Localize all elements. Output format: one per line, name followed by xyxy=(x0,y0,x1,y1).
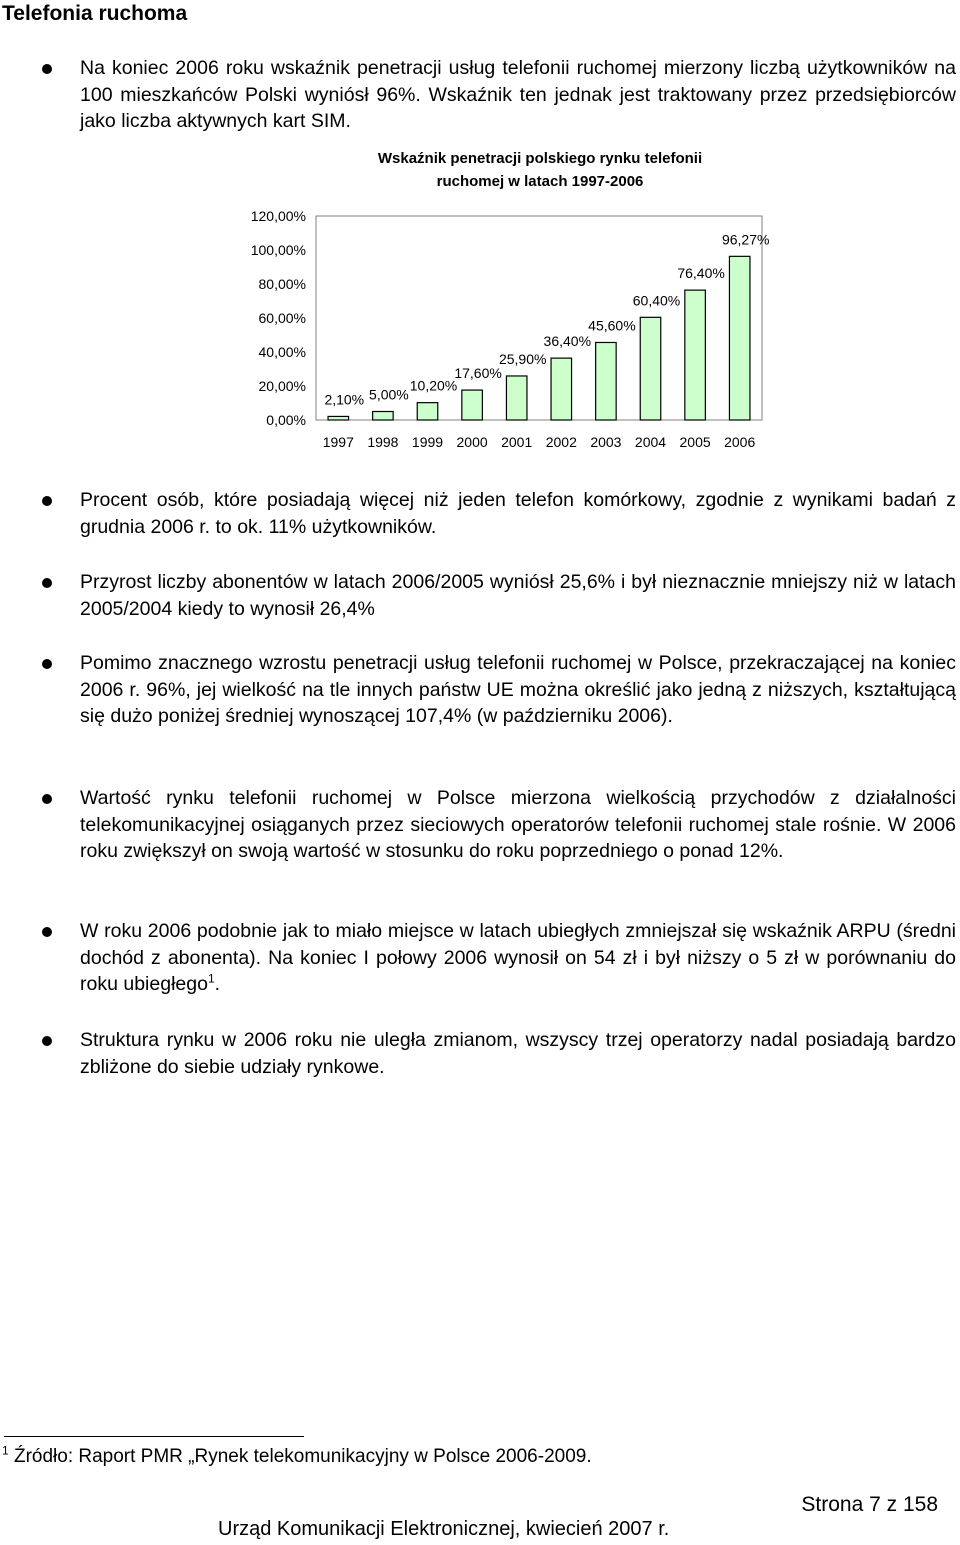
x-tick-label: 2006 xyxy=(724,434,756,450)
bullet-item xyxy=(20,487,956,540)
penetration-chart xyxy=(230,140,790,460)
bullet-text: Wartość rynku telefonii ruchomej w Polsce mierzona wielkością przychodów z działalności telekomunikacyjnej osiąganych przez sieciowych operatorów telefonii ruchomej stale rośnie. W 2006 roku zwiększył on swoją wartość w stosunku do roku poprzedniego o ponad 12%. xyxy=(80,787,956,862)
bar xyxy=(506,376,527,420)
x-tick-label: 1997 xyxy=(322,434,354,450)
bullet-item xyxy=(20,650,956,730)
page-footer: Urząd Komunikacji Elektronicznej, kwiecień 2007 r. xyxy=(218,1518,670,1540)
y-tick-label: 80,00% xyxy=(258,276,306,292)
bullet-text: Procent osób, które posiadają więcej niż jeden telefon komórkowy, zgodnie z wynikami badań z grudnia 2006 r. to ok. 11% użytkowników. xyxy=(80,489,956,538)
bullet-text: Pomimo znacznego wzrostu penetracji usług telefonii ruchomej w Polsce, przekraczającej na koniec 2006 r. 96%, jej wielkość na tle innych państw UE można określić jako jedną z niższych, kształtującą się dużo poniżej średniej wynoszącej 107,4% (w październiku 2006). xyxy=(80,652,956,727)
bar xyxy=(328,416,349,420)
bullet-icon xyxy=(42,64,52,74)
bullet-item xyxy=(20,1027,956,1080)
bullet-item xyxy=(20,569,956,622)
x-tick-label: 2001 xyxy=(501,434,533,450)
bar xyxy=(729,256,750,420)
bullet-item xyxy=(20,55,956,135)
bar xyxy=(640,317,661,420)
y-tick-label: 0,00% xyxy=(266,412,306,428)
bullet-icon xyxy=(42,794,52,804)
bullet-item xyxy=(20,785,956,865)
bar xyxy=(596,342,617,420)
x-tick-label: 2003 xyxy=(590,434,622,450)
bullet-icon xyxy=(42,659,52,669)
data-label: 10,20% xyxy=(409,377,458,394)
data-label: 17,60% xyxy=(454,365,502,382)
footnote xyxy=(2,1443,592,1468)
bar xyxy=(551,358,572,420)
bullet-item xyxy=(20,918,956,998)
y-tick-label: 120,00% xyxy=(250,208,306,224)
section-title: Telefonia ruchoma xyxy=(2,2,188,25)
x-tick-label: 1999 xyxy=(411,434,444,450)
footnote-reference[interactable]: 1 xyxy=(207,971,215,986)
y-tick-label: 100,00% xyxy=(250,242,306,258)
data-label: 25,90% xyxy=(498,350,547,367)
data-label: 96,27% xyxy=(721,231,770,248)
bullet-text-with-footnote: W roku 2006 podobnie jak to miało miejsce w latach ubiegłych zmniejszał się wskaźnik ARPU (średni dochód z abonenta). Na koniec I połowy 2006 wynosił on 54 zł i był niższy o 5 zł w porównaniu do roku ubiegłego$^1$. xyxy=(80,920,956,995)
footnote-number: 1 xyxy=(2,1443,9,1458)
footnote-divider xyxy=(4,1436,304,1437)
x-tick-label: 1998 xyxy=(367,434,399,450)
chart-title: Wskaźnik penetracji polskiego rynku telefonii xyxy=(377,150,703,167)
x-tick-label: 2005 xyxy=(679,434,711,450)
x-tick-label: 2002 xyxy=(545,434,577,450)
bullet-icon xyxy=(42,496,52,506)
x-tick-label: 2004 xyxy=(634,434,667,450)
bullet-text: Przyrost liczby abonentów w latach 2006/2005 wyniósł 25,6% i był nieznacznie mniejszy niż w latach 2005/2004 kiedy to wynosił 26,4% xyxy=(80,571,956,620)
bar xyxy=(417,403,438,420)
page-number: Strona 7 z 158 xyxy=(801,1493,938,1516)
bar xyxy=(685,290,706,420)
bar xyxy=(462,390,483,420)
x-tick-label: 2000 xyxy=(456,434,488,450)
data-label: 36,40% xyxy=(543,333,592,350)
y-tick-label: 40,00% xyxy=(258,344,306,360)
bar xyxy=(373,412,394,421)
data-label: 5,00% xyxy=(369,386,409,403)
bullet-icon xyxy=(42,1036,52,1046)
bullet-icon xyxy=(42,578,52,588)
data-label: 2,10% xyxy=(324,391,365,408)
bullet-text: Struktura rynku w 2006 roku nie uległa zmianom, wszyscy trzej operatorzy nadal posiadają bardzo zbliżone do siebie udziały rynkowe. xyxy=(80,1029,956,1078)
bullet-icon xyxy=(42,927,52,937)
data-label: 60,40% xyxy=(632,292,681,309)
data-label: 76,40% xyxy=(677,265,725,282)
chart-title: ruchomej w latach 1997-2006 xyxy=(436,173,644,190)
data-label: 45,60% xyxy=(588,317,636,334)
bullet-text: Na koniec 2006 roku wskaźnik penetracji usług telefonii ruchomej mierzony liczbą użytkowników na 100 mieszkańców Polski wyniósł 96%. Wskaźnik ten jednak jest traktowany przez przedsiębiorców jako liczba aktywnych kart SIM. xyxy=(80,57,956,132)
y-tick-label: 60,00% xyxy=(258,310,306,326)
footnote-text: Źródło: Raport PMR „Rynek telekomunikacyjny w Polsce 2006-2009. xyxy=(8,1446,592,1467)
y-tick-label: 20,00% xyxy=(258,378,306,394)
chart-svg xyxy=(230,140,790,460)
bullet-text: W roku 2006 podobnie jak to miało miejsce w latach ubiegłych zmniejszał się wskaźnik ARPU (średni dochód z abonenta). Na koniec I połowy 2006 wynosił on 54 zł i był niższy o 5 zł w porównaniu do roku ubiegłego xyxy=(80,920,956,995)
